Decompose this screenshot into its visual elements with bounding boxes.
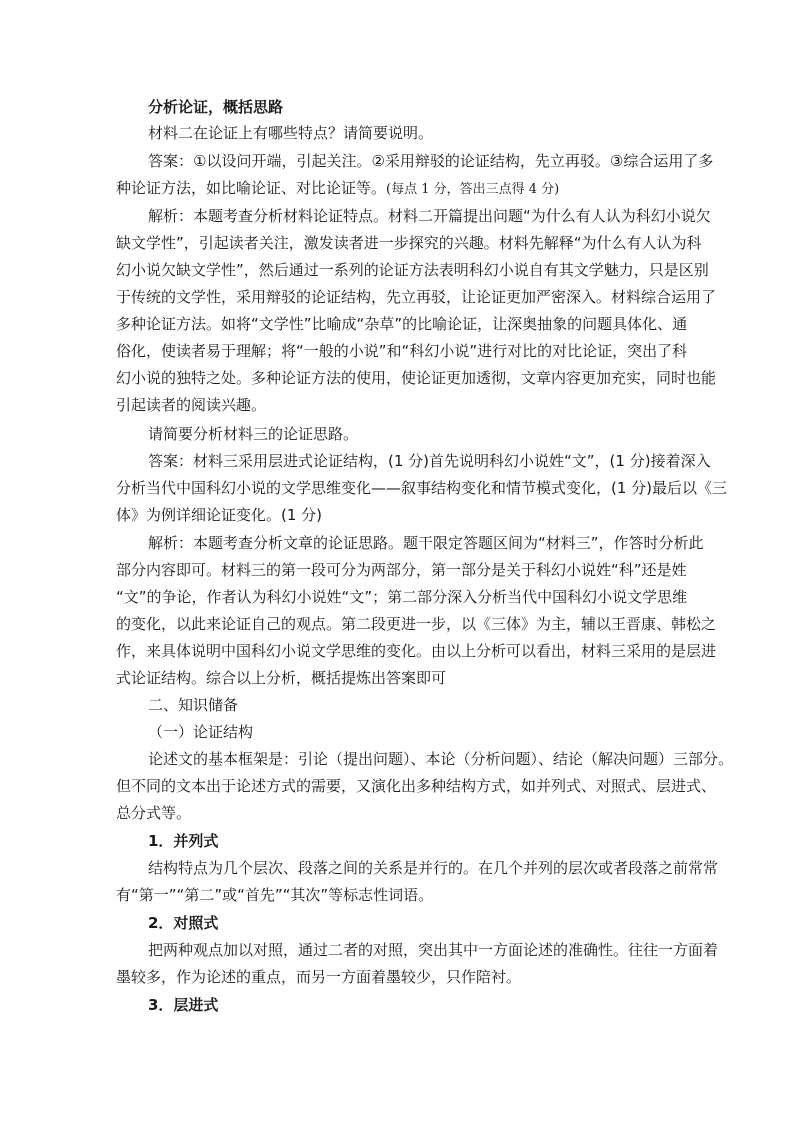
question-1: 材料二在论证上有哪些特点？请简要说明。	[148, 124, 434, 142]
item-2-line: 墨较多，作为论述的重点，而另一方面着墨较少，只作陪衬。	[116, 968, 522, 986]
answer-1-line-wrap	[116, 175, 686, 201]
item-1-title: 1．并列式	[148, 832, 219, 850]
analysis-1-line: 于传统的文学性，采用辩驳的论证结构，先立再驳，让论证更加严密深入。材料综合运用了	[116, 288, 717, 306]
analysis-2-line: 部分内容即可。材料三的第一段可分为两部分，第一部分是关于科幻小说姓“科”还是姓	[116, 561, 687, 579]
score-note: (每点 1 分，答出三点得 4 分)	[386, 182, 560, 197]
knowledge-subheading: （一）论证结构	[148, 723, 254, 741]
analysis-2-line: 式论证结构。综合以上分析，概括提炼出答案即可	[116, 669, 447, 687]
intro-line: 论述文的基本框架是：引论（提出问题）、本论（分析问题）、结论（解决问题）三部分。	[148, 750, 734, 768]
answer-1-line: 答案：①以设问开端，引起关注。②采用辩驳的论证结构，先立再驳。③综合运用了多	[148, 152, 714, 170]
section-heading: 分析论证，概括思路	[148, 98, 284, 116]
analysis-2-line: 的变化，以此来论证自己的观点。第二段更进一步，以《三体》为主，辅以王晋康、韩松之	[116, 615, 717, 633]
analysis-1-line: 缺文学性”，引起读者关注，激发读者进一步探究的兴趣。材料先解释“为什么有人认为科	[116, 234, 702, 252]
knowledge-heading: 二、知识储备	[148, 696, 239, 714]
analysis-1-line: 幻小说欠缺文学性”，然后通过一系列的论证方法表明科幻小说自有其文学魅力，只是区别	[116, 261, 709, 279]
question-2: 请简要分析材料三的论证思路。	[148, 425, 359, 443]
item-3-title: 3．层进式	[148, 996, 219, 1014]
answer-2-line: 分析当代中国科幻小说的文学思维变化——叙事结构变化和情节模式变化，(1 分)最后以《三	[116, 479, 728, 497]
item-1-line: 有“第一”“第二”或“首先”“其次”等标志性词语。	[116, 886, 434, 904]
intro-line: 但不同的文本出于论述方式的需要，又演化出多种结构方式，如并列式、对照式、层进式、	[116, 777, 717, 795]
analysis-1-line: 引起读者的阅读兴趣。	[116, 396, 267, 414]
intro-line: 总分式等。	[116, 804, 192, 822]
item-1-line: 结构特点为几个层次、段落之间的关系是并行的。在几个并列的层次或者段落之前常常	[148, 859, 719, 877]
item-2-title: 2．对照式	[148, 914, 219, 932]
analysis-2-line: 解析：本题考查分析文章的论证思路。题干限定答题区间为“材料三”，作答时分析此	[148, 534, 704, 552]
analysis-2-line: 作，来具体说明中国科幻小说文学思维的变化。由以上分析可以看出，材料三采用的是层进	[116, 642, 717, 660]
analysis-1-line: 俗化，使读者易于理解；将“一般的小说”和“科幻小说”进行对比的对比论证，突出了科	[116, 342, 688, 360]
analysis-1-line: 多种论证方法。如将“文学性”比喻成“杂草”的比喻论证，让深奥抽象的问题具体化、通	[116, 315, 688, 333]
answer-2-line: 体》为例详细论证变化。(1 分)	[116, 506, 323, 524]
analysis-2-line: “文”的争论，作者认为科幻小说姓“文”；第二部分深入分析当代中国科幻小说文学思维	[116, 588, 688, 606]
analysis-1-line: 解析：本题考查分析材料论证特点。材料二开篇提出问题“为什么有人认为科幻小说欠	[148, 207, 711, 225]
answer-1-line: 种论证方法，如比喻论证、对比论证等。	[116, 179, 387, 197]
answer-2-line: 答案：材料三采用层进式论证结构，(1 分)首先说明科幻小说姓“文”，(1 分)接着深入	[148, 452, 711, 470]
analysis-1-line: 幻小说的独特之处。多种论证方法的使用，使论证更加透彻，文章内容更加充实，同时也能	[116, 369, 717, 387]
item-2-line: 把两种观点加以对照，通过二者的对照，突出其中一方面论述的准确性。往往一方面着	[148, 941, 719, 959]
